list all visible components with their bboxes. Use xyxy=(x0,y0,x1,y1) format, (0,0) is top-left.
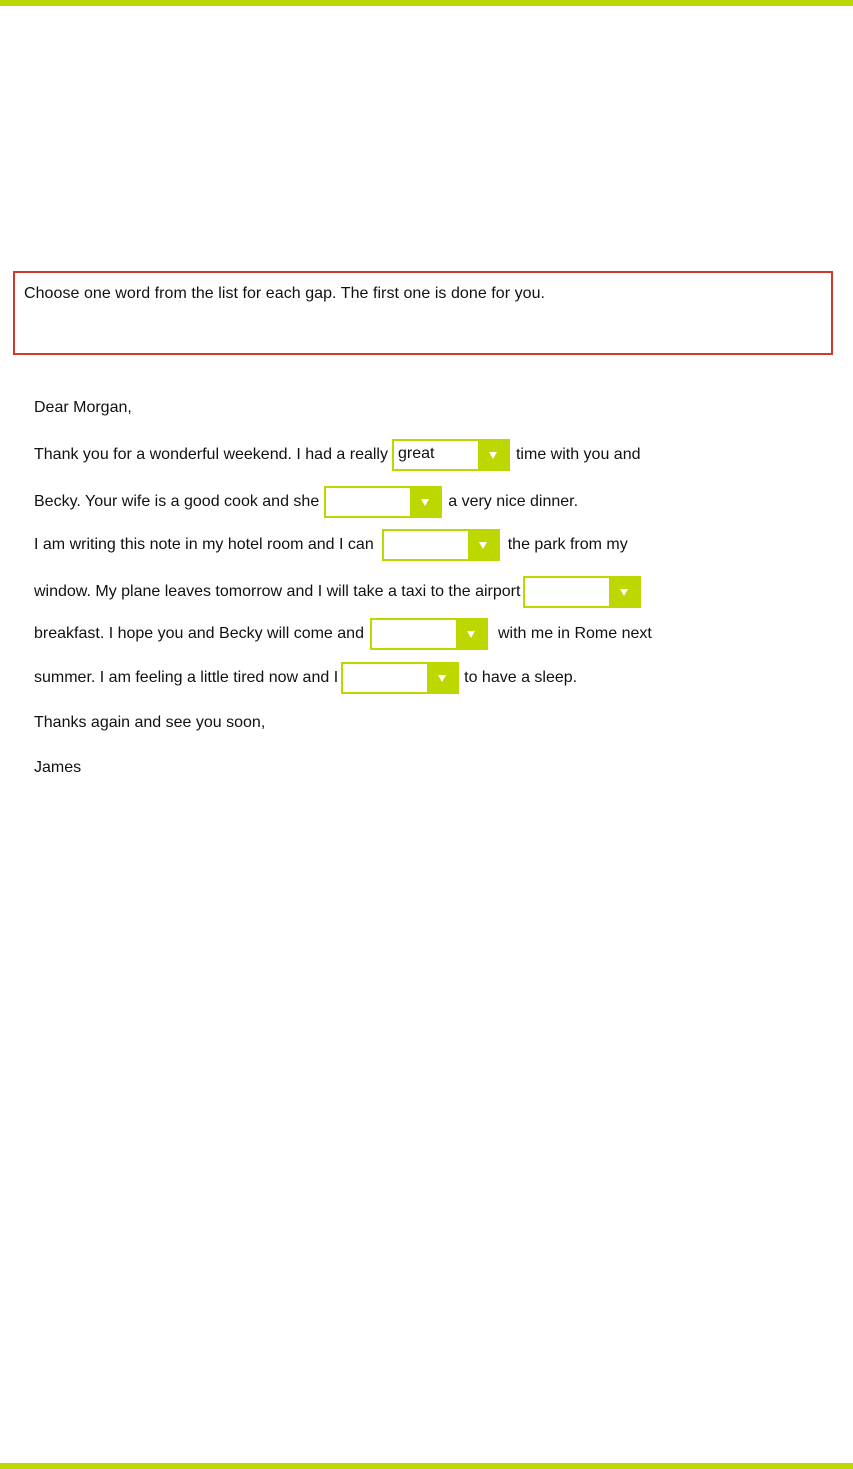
gap-select-5-value xyxy=(372,620,456,648)
letter-line-2 xyxy=(34,486,578,518)
letter-signature: James xyxy=(34,759,82,776)
instruction-text: Choose one word from the list for each gap. The first one is done for you. xyxy=(24,285,546,302)
letter-line-3 xyxy=(34,529,628,561)
gap-select-4[interactable] xyxy=(523,576,641,608)
gap-select-2-value xyxy=(326,488,410,516)
letter-line-1 xyxy=(34,439,641,471)
line-2-after: a very nice dinner. xyxy=(448,493,579,510)
bottom-accent-bar xyxy=(0,1463,853,1469)
chevron-down-icon[interactable] xyxy=(468,531,498,559)
letter-line-5 xyxy=(34,618,652,650)
instruction-box xyxy=(13,271,833,355)
letter-line-6 xyxy=(34,662,577,694)
gap-select-2[interactable] xyxy=(324,486,442,518)
line-6-after: to have a sleep. xyxy=(464,669,578,686)
letter-closing: Thanks again and see you soon, xyxy=(34,714,266,731)
line-1-before: Thank you for a wonderful weekend. I had a really xyxy=(34,446,388,463)
chevron-down-icon[interactable] xyxy=(609,578,639,606)
line-5-after: with me in Rome next xyxy=(497,625,652,642)
gap-select-3[interactable] xyxy=(382,529,500,561)
line-5-before: breakfast. I hope you and Becky will come and xyxy=(34,625,364,642)
chevron-down-icon[interactable] xyxy=(456,620,486,648)
chevron-down-icon[interactable] xyxy=(478,441,508,469)
gap-select-1-value: great xyxy=(397,445,435,462)
gap-select-5[interactable] xyxy=(370,618,488,650)
line-6-before: summer. I am feeling a little tired now and I xyxy=(34,669,339,686)
letter-line-4 xyxy=(34,576,641,608)
gap-select-6[interactable] xyxy=(341,662,459,694)
gap-select-1[interactable] xyxy=(392,439,510,471)
line-3-after: the park from my xyxy=(507,536,628,553)
top-accent-bar xyxy=(0,0,853,6)
gap-select-3-value xyxy=(384,531,468,559)
gap-select-6-value xyxy=(343,664,427,692)
letter-greeting: Dear Morgan, xyxy=(34,399,132,416)
line-2-before: Becky. Your wife is a good cook and she xyxy=(34,493,320,510)
chevron-down-icon[interactable] xyxy=(410,488,440,516)
chevron-down-icon[interactable] xyxy=(427,664,457,692)
line-3-before: I am writing this note in my hotel room and I can xyxy=(34,536,374,553)
line-4-before: window. My plane leaves tomorrow and I will take a taxi to the airport xyxy=(34,583,521,600)
gap-select-4-value xyxy=(525,578,609,606)
line-1-after: time with you and xyxy=(515,446,641,463)
